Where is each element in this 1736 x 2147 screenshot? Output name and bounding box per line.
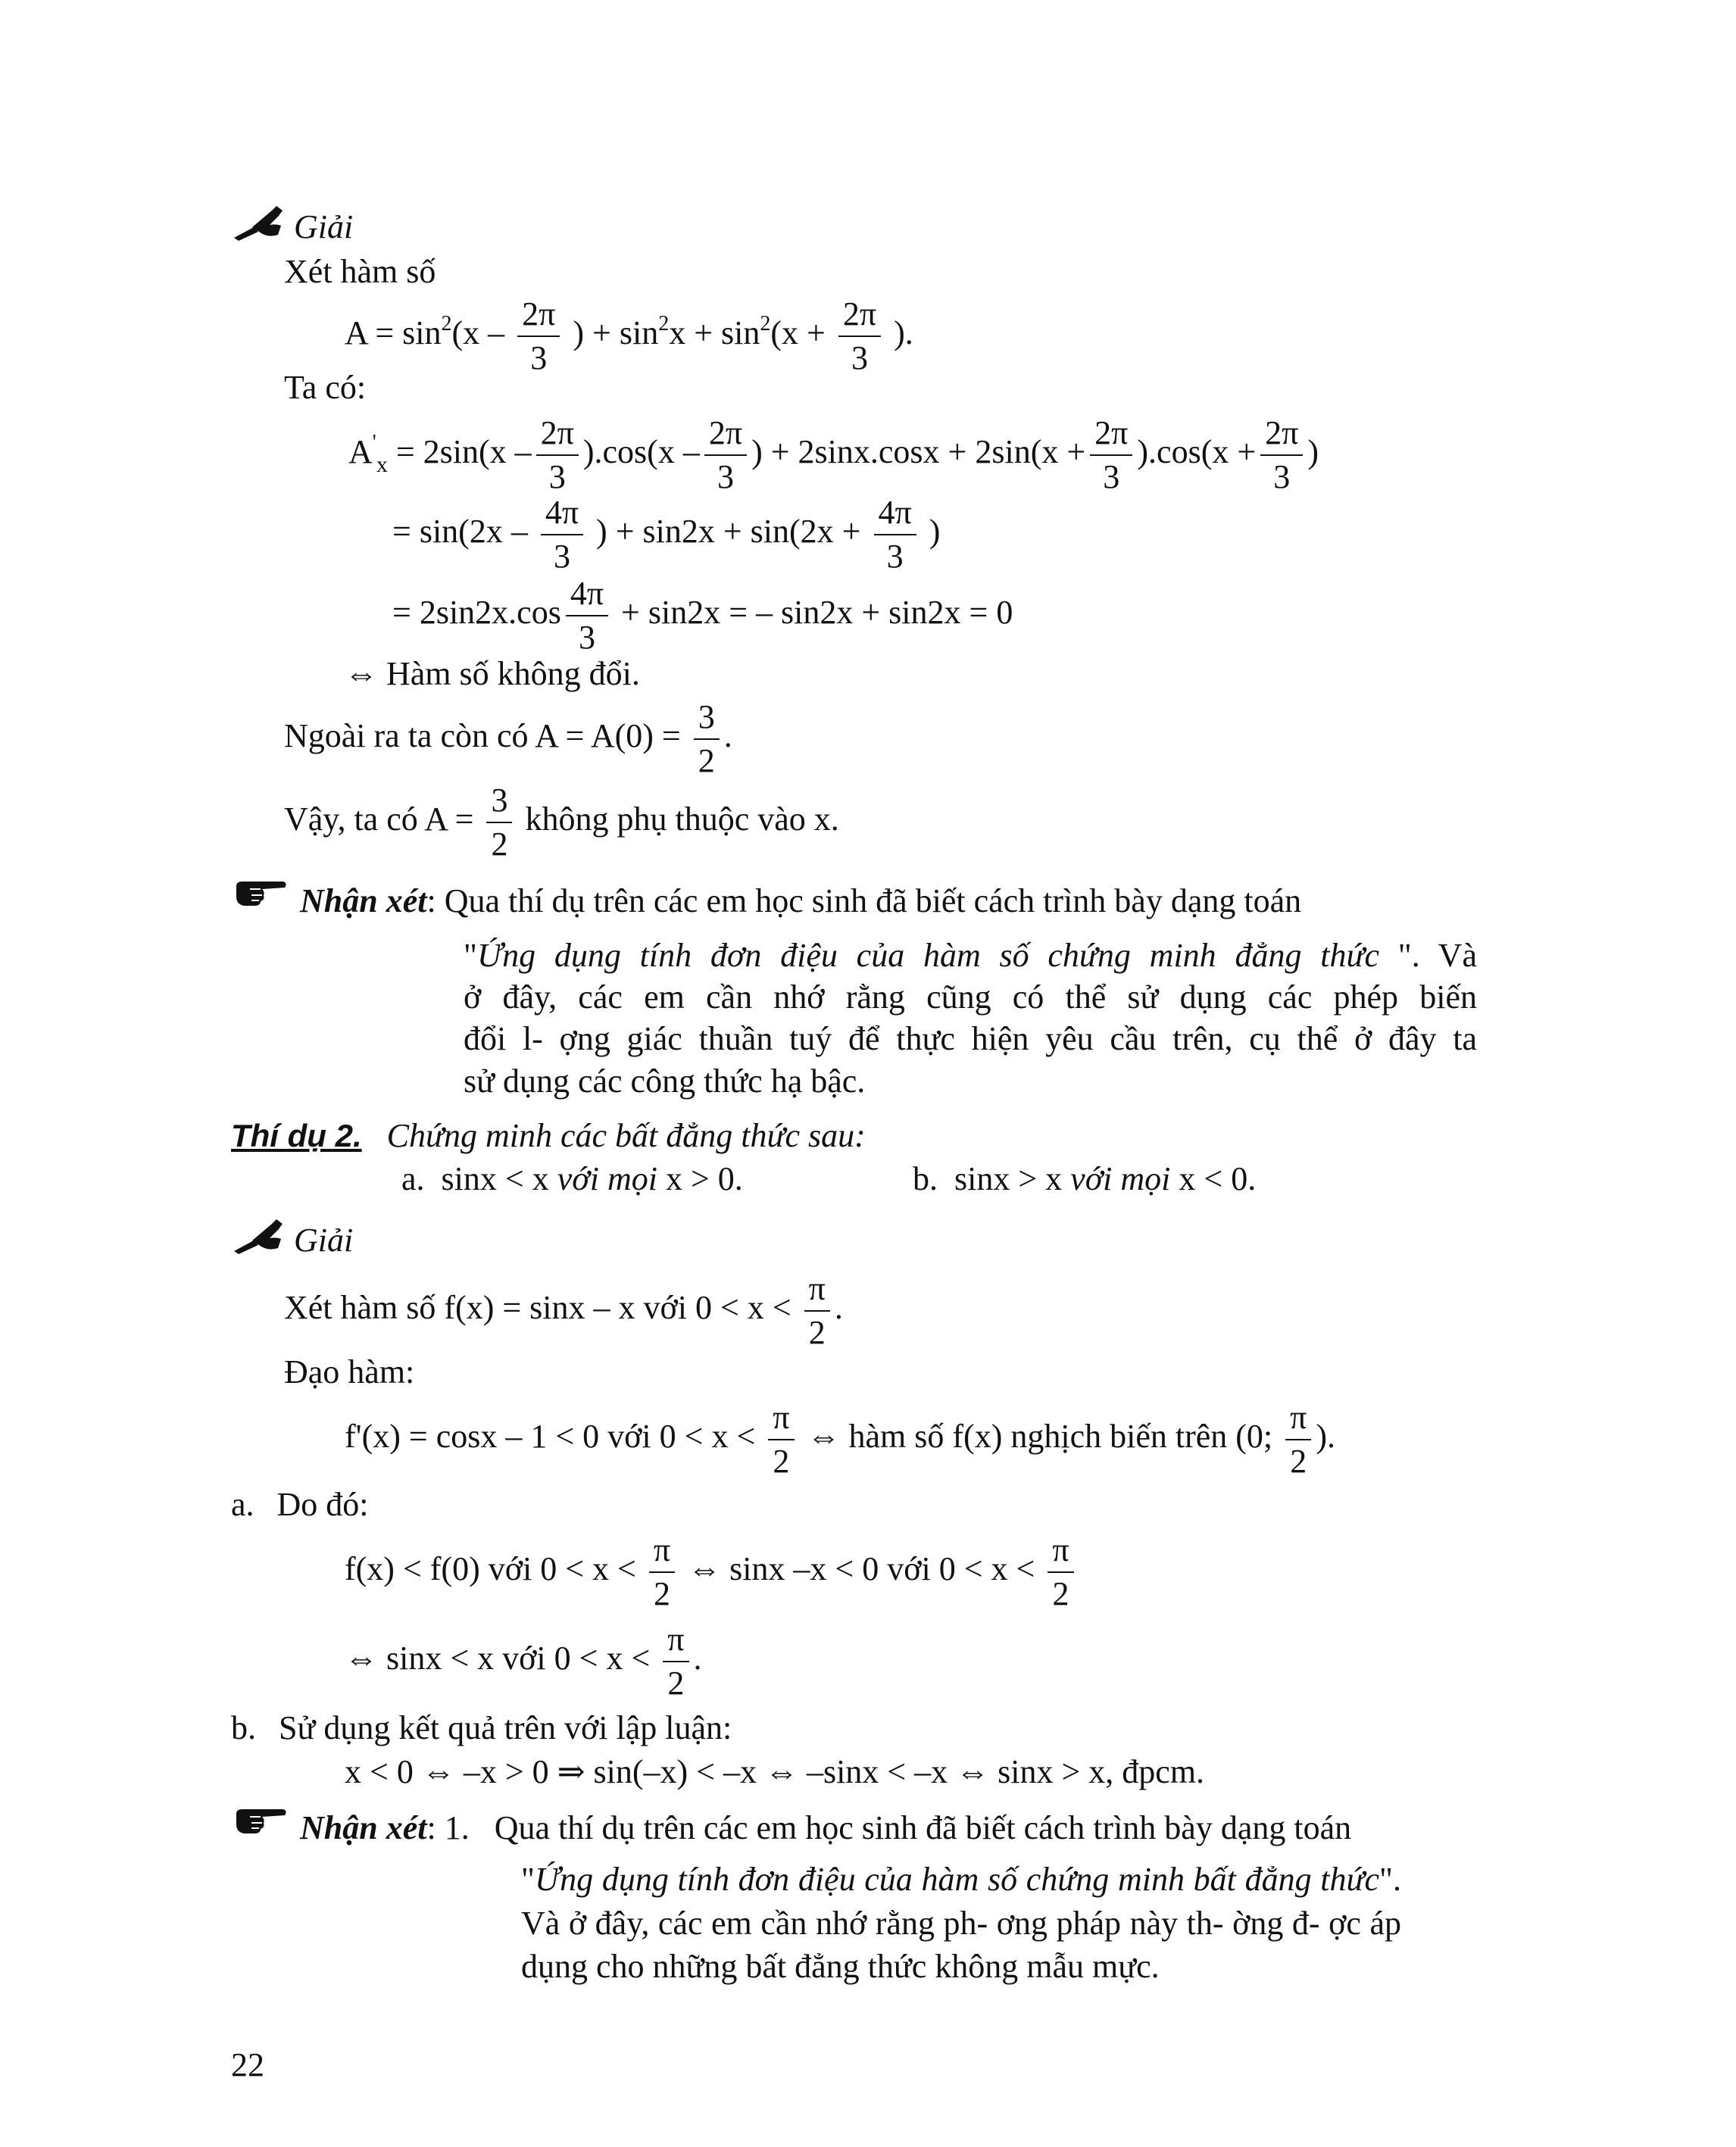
A-definition: $A = \sin^2(x$ – $\frac{2\pi}{3}$ ) + $\sin^2x + \sin^2(x$ + $\frac{2\pi}{3}$ ). <box>345 295 913 376</box>
example-2-part-b: b. sinx > x với mọi x < 0. <box>913 1160 1257 1197</box>
derivative-line-3: = 2sin2x.cos $\frac{4\pi}{3}$ + sin2x = – sin2x + sin2x = 0 <box>392 575 1013 656</box>
solution-label: Giải <box>294 208 354 245</box>
part-b-label: b. Sử dụng kết quả trên với lập luận: <box>231 1709 732 1746</box>
solution-2-heading: Giải <box>231 1218 353 1262</box>
writing-hand-icon <box>231 204 286 248</box>
pointing-hand-icon <box>235 1806 288 1843</box>
derivative-line-2: = sin(2x – $\frac{4\pi}{3}$ ) + sin2x + sin(2x + $\frac{4\pi}{3}$ ) <box>392 494 941 575</box>
part-a-label: a. Do đó: <box>231 1486 369 1523</box>
page-number: 22 <box>231 2046 264 2083</box>
consider-f-line: Xét hàm số f(x) = sinx – x với 0 < x < $\frac{\pi}{2}$ . <box>284 1270 843 1351</box>
fraction: $\frac{2\pi}{3}$ <box>838 298 881 375</box>
part-b-line: x < 0 ⇔ –x > 0 ⇒ sin(–x) < –x ⇔ –sinx < –x ⇔ sinx > x, đpcm. <box>345 1753 1205 1790</box>
consider-text: Xét hàm số <box>284 253 436 290</box>
example-2-heading: Thí dụ 2. Chứng minh các bất đẳng thức sau: <box>231 1117 866 1154</box>
example-2-part-a: a. sinx < x với mọi x > 0. <box>401 1160 743 1197</box>
constant-statement: ⇔ Hàm số không đổi. <box>345 655 640 692</box>
part-a-line-1: f(x) < f(0) với 0 < x < $\frac{\pi}{2}$ ⇔ sinx –x < 0 với 0 < x < $\frac{\pi}{2}$ <box>345 1534 1079 1611</box>
remark-1-line-1: Nhận xét: Qua thí dụ trên các em học sinh đã biết cách trình bày dạng toán <box>300 882 1302 919</box>
besides-line: Ngoài ra ta còn có A = A(0) = $\frac{3}{2}$ . <box>284 698 732 779</box>
remark-2-line-3: Và ở đây, các em cần nhớ rằng ph- ơng pháp này th- ờng đ- ợc áp <box>521 1905 1401 1942</box>
derivative-line-1: $A'_x = 2\sin(x$ – $\frac{2\pi}{3}$ ).cos(x – $\frac{2\pi}{3}$ ) + 2sinx.cosx + 2sin(x + $\frac{2\pi}{3}$ ).cos(x + $\frac{2\pi}{3}$ ) <box>348 414 1319 495</box>
part-a-line-2: ⇔ sinx < x với 0 < x < $\frac{\pi}{2}$ . <box>345 1621 702 1702</box>
remark-2-line-2: "Ứng dụng tính đơn điệu của hàm số chứng minh bất đẳng thức". <box>521 1861 1401 1898</box>
remark-1-line-2: "Ứng dụng tính đơn điệu của hàm số chứng minh đẳng thức ". Và <box>464 937 1477 974</box>
remark-2-line-1: Nhận xét: 1. Qua thí dụ trên các em học sinh đã biết cách trình bày dạng toán <box>300 1809 1352 1846</box>
derivative-line: f'(x) = cosx – 1 < 0 với 0 < x < $\frac{\pi}{2}$ ⇔ hàm số f(x) nghịch biến trên (0; $\frac{\pi}{2}$ ). <box>345 1399 1336 1480</box>
remark-1-line-5: sử dụng các công thức hạ bậc. <box>464 1063 866 1100</box>
ta-co-text: Ta có: <box>284 369 367 406</box>
fraction: $\frac{2\pi}{3}$ <box>517 298 560 375</box>
writing-hand-icon <box>231 1218 286 1262</box>
conclusion-line: Vậy, ta có A = $\frac{3}{2}$ không phụ thuộc vào x. <box>284 782 839 863</box>
solution-heading <box>231 204 353 248</box>
remark-1-line-3: ở đây, các em cần nhớ rằng cũng có thể sử dụng các phép biến <box>464 978 1477 1016</box>
remark-1-line-4: đổi l- ợng giác thuần tuý để thực hiện yêu cầu trên, cụ thể ở đây ta <box>464 1020 1477 1057</box>
pointing-hand-icon <box>235 878 288 915</box>
remark-2-line-4: dụng cho những bất đẳng thức không mẫu mực. <box>521 1948 1160 1985</box>
derivative-label: Đạo hàm: <box>284 1353 415 1390</box>
